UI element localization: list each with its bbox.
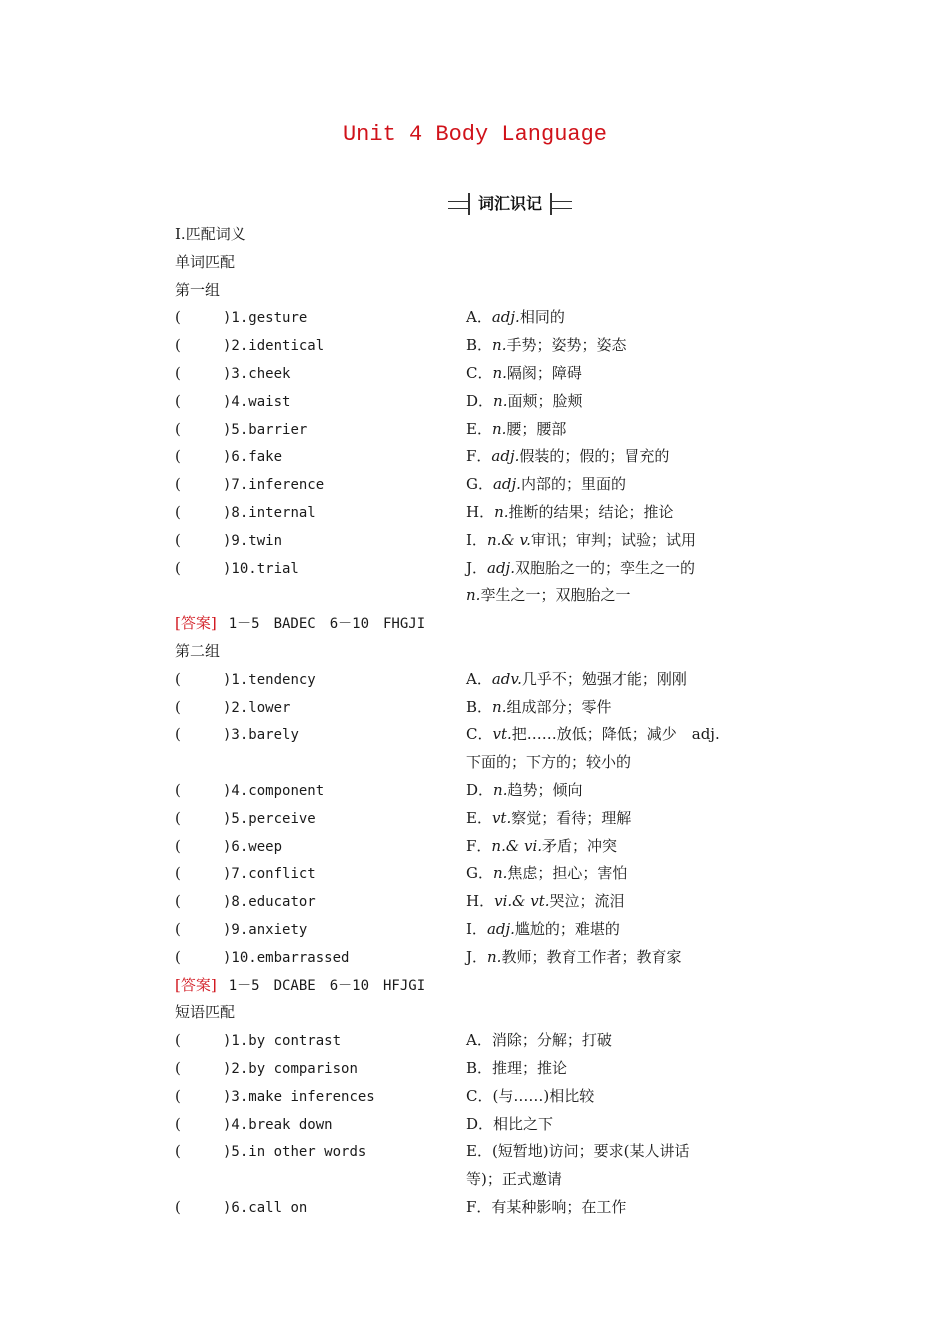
option-meaning: 教师；教育工作者；教育家 <box>501 947 682 966</box>
item-number: )8. <box>223 505 249 521</box>
match-item-right <box>466 582 630 608</box>
item-number: )4. <box>223 783 249 799</box>
match-item-right <box>466 332 626 358</box>
option-meaning: (与……)相比较 <box>492 1086 595 1105</box>
option-meaning: 假装的；假的；冒充的 <box>519 447 670 466</box>
part-of-speech: vt. <box>492 725 512 744</box>
part-of-speech: n.& vi. <box>491 836 543 855</box>
match-item-right <box>466 1055 567 1081</box>
answer-blank: ( <box>175 697 181 716</box>
answer-blank: ( <box>175 892 181 911</box>
option-letter: D． <box>466 1114 494 1133</box>
match-item-right <box>466 527 696 553</box>
match-item-right <box>466 360 582 386</box>
match-item-right <box>466 1138 690 1164</box>
item-word: in other words <box>248 1144 367 1161</box>
option-letter: E． <box>466 808 492 827</box>
part-of-speech: n. <box>494 503 509 521</box>
match-item-left <box>175 777 324 803</box>
option-letter: G． <box>466 864 493 883</box>
match-item-right <box>466 888 625 914</box>
match-item-right <box>466 1166 562 1192</box>
match-item-left <box>175 888 316 914</box>
option-letter: A． <box>466 1031 492 1050</box>
option-letter: B． <box>466 1059 493 1077</box>
match-item-left <box>175 1138 366 1164</box>
option-meaning: 尴尬的；难堪的 <box>514 920 620 938</box>
match-item-left <box>175 1111 333 1137</box>
option-meaning: 消除；分解；打破 <box>491 1031 612 1050</box>
item-word: barrier <box>248 421 308 438</box>
item-number: )2. <box>223 338 249 355</box>
match-item-left <box>175 694 290 720</box>
answer-tag: [答案] <box>175 614 217 633</box>
answer-blank: ( <box>175 1086 181 1105</box>
answer-blank: ( <box>175 1142 181 1161</box>
option-letter: J． <box>466 947 488 966</box>
match-item-left <box>175 304 307 330</box>
match-item-right <box>466 471 626 497</box>
part-of-speech: vi.& vt. <box>494 892 550 911</box>
part-of-speech: adv. <box>491 669 522 688</box>
item-word: inference <box>248 477 325 494</box>
match-item-left <box>175 388 290 414</box>
item-word: internal <box>248 505 316 521</box>
option-meaning: 腰；腰部 <box>506 419 567 438</box>
answer-row <box>175 972 425 998</box>
match-item-left <box>175 1027 341 1053</box>
option-meaning: 推断的结果；结论；推论 <box>508 503 674 521</box>
item-number: )3. <box>223 366 249 382</box>
part-of-speech: adj. <box>491 308 520 327</box>
match-item-left <box>175 416 307 442</box>
item-number: )8. <box>223 894 249 911</box>
item-word: by contrast <box>248 1033 342 1050</box>
item-number: )5. <box>223 1144 249 1161</box>
item-word: embarrassed <box>256 949 350 966</box>
match-item-left <box>175 471 324 497</box>
match-item-right <box>466 1111 553 1137</box>
answer-blank: ( <box>175 558 181 577</box>
answer-blank: ( <box>175 308 181 327</box>
part-of-speech: n. <box>492 864 508 883</box>
option-meaning: 几乎不；勉强才能；刚刚 <box>521 669 687 688</box>
option-letter: I． <box>466 920 487 938</box>
option-letter: H． <box>466 892 495 911</box>
option-letter: I． <box>466 530 487 549</box>
option-meaning: 下面的；下方的；较小的 <box>466 753 632 772</box>
part-of-speech: n. <box>466 586 481 605</box>
answer-blank: ( <box>175 781 181 799</box>
answer-blank: ( <box>175 419 181 438</box>
match-item-right <box>466 555 695 581</box>
match-item-left <box>175 499 316 525</box>
option-letter: H． <box>466 503 495 521</box>
option-letter: A． <box>466 669 492 688</box>
answer-blank: ( <box>175 808 181 827</box>
match-item-left <box>175 860 316 886</box>
match-item-right <box>466 499 674 525</box>
option-meaning: 内部的；里面的 <box>520 475 626 494</box>
match-item-left <box>175 555 299 581</box>
match-item-right <box>466 805 631 831</box>
item-number: )7. <box>223 866 249 883</box>
part-of-speech: n. <box>487 947 502 966</box>
part-of-speech: n. <box>492 364 507 382</box>
item-number: )9. <box>223 922 249 938</box>
option-letter: E． <box>466 1142 492 1161</box>
option-meaning: 面颊；脸颊 <box>507 391 583 410</box>
answer-key: 1－5 DCABE 6－10 HFJGI <box>228 977 426 994</box>
match-item-left <box>175 833 282 859</box>
match-item-right <box>466 666 687 692</box>
option-letter: C． <box>466 725 493 744</box>
item-word: fake <box>248 449 283 466</box>
match-item-right <box>466 860 627 886</box>
part-of-speech: n.& v. <box>486 530 531 549</box>
item-word: component <box>248 783 325 799</box>
answer-blank: ( <box>175 1059 181 1077</box>
answer-key: 1－5 BADEC 6－10 FHGJI <box>228 616 426 633</box>
option-letter: F． <box>466 836 492 855</box>
item-word: weep <box>248 838 283 855</box>
option-meaning: 审讯；审判；试验；试用 <box>530 530 696 549</box>
option-meaning: 组成部分；零件 <box>506 697 612 716</box>
match-item-left <box>175 1055 358 1081</box>
option-meaning: 焦虑；担心；害怕 <box>507 864 628 883</box>
answer-blank: ( <box>175 864 181 883</box>
option-meaning: 相同的 <box>519 308 565 327</box>
match-item-left <box>175 360 290 386</box>
section-heading: Ⅰ.匹配词义 <box>175 225 246 243</box>
option-meaning: 等)；正式邀请 <box>466 1170 562 1189</box>
match-item-right <box>466 1027 612 1053</box>
part-of-speech: n. <box>493 781 508 799</box>
match-item-left <box>175 916 307 942</box>
item-word: break down <box>248 1116 333 1133</box>
option-meaning: 有某种影响；在工作 <box>491 1198 627 1216</box>
answer-blank: ( <box>175 530 181 549</box>
item-word: perceive <box>248 810 316 827</box>
item-number: )10. <box>223 560 257 577</box>
part-of-speech: n. <box>492 697 507 716</box>
option-letter: C． <box>466 1086 493 1105</box>
match-item-right <box>466 749 631 775</box>
subheading: 单词匹配 <box>175 252 236 271</box>
answer-blank: ( <box>175 1198 181 1216</box>
match-item-left <box>175 1083 375 1109</box>
answer-blank: ( <box>175 336 181 355</box>
item-number: )1. <box>223 1033 249 1050</box>
item-number: )3. <box>223 727 249 744</box>
option-letter: E． <box>466 419 492 438</box>
option-meaning: 哭泣；流泪 <box>549 892 625 911</box>
match-item-right <box>466 777 582 803</box>
option-meaning: 隔阂；障碍 <box>506 364 582 382</box>
banner-label: 词汇识记 <box>468 193 552 215</box>
item-word: make inferences <box>248 1088 375 1105</box>
part-of-speech: adj. <box>487 558 515 577</box>
answer-blank: ( <box>175 1031 181 1050</box>
option-meaning: (短暂地)访问；要求(某人讲话 <box>491 1142 690 1161</box>
item-word: educator <box>248 894 316 911</box>
item-word: conflict <box>248 866 316 883</box>
option-meaning: 把……放低；降低；减少 adj. <box>511 725 720 744</box>
match-item-left <box>175 944 349 970</box>
match-item-right <box>466 833 617 859</box>
part-of-speech: adj. <box>492 475 521 494</box>
item-number: )5. <box>223 421 249 438</box>
answer-blank: ( <box>175 364 181 382</box>
answer-blank: ( <box>175 475 181 494</box>
match-item-right <box>466 1194 626 1220</box>
option-meaning: 孪生之一；双胞胎之一 <box>480 586 631 605</box>
option-meaning: 趋势；倾向 <box>507 781 583 799</box>
match-item-right <box>466 443 669 469</box>
part-of-speech: adj. <box>491 447 520 466</box>
option-letter: B． <box>466 336 493 355</box>
answer-blank: ( <box>175 669 181 688</box>
option-letter: D． <box>466 781 494 799</box>
option-meaning: 察觉；看待；理解 <box>511 808 632 827</box>
option-meaning: 相比之下 <box>493 1114 554 1133</box>
item-word: call on <box>248 1200 308 1216</box>
item-number: )1. <box>223 310 249 327</box>
match-item-left <box>175 666 316 692</box>
part-of-speech: adj. <box>486 920 515 938</box>
item-word: gesture <box>248 310 308 327</box>
match-item-left <box>175 443 282 469</box>
item-word: tendency <box>248 671 316 688</box>
part-of-speech: vt. <box>491 808 512 827</box>
item-number: )2. <box>223 1061 249 1077</box>
item-word: twin <box>248 532 283 549</box>
section-banner <box>448 193 572 217</box>
answer-blank: ( <box>175 503 181 521</box>
item-number: )9. <box>223 532 249 549</box>
match-item-right <box>466 304 565 330</box>
answer-tag: [答案] <box>175 975 217 994</box>
option-letter: G． <box>466 475 493 494</box>
item-word: trial <box>256 560 299 577</box>
item-number: )6. <box>223 1200 249 1216</box>
match-item-right <box>466 721 720 747</box>
answer-blank: ( <box>175 947 181 966</box>
item-number: )4. <box>223 1116 249 1133</box>
match-item-left <box>175 1194 307 1220</box>
match-item-right <box>466 944 681 970</box>
match-item-right <box>466 916 620 942</box>
option-meaning: 矛盾；冲突 <box>542 836 618 855</box>
answer-blank: ( <box>175 391 181 410</box>
item-word: waist <box>248 393 291 410</box>
item-number: )5. <box>223 810 249 827</box>
item-number: )1. <box>223 671 249 688</box>
item-word: lower <box>248 699 291 716</box>
part-of-speech: n. <box>491 419 507 438</box>
group-label: 第二组 <box>175 642 221 660</box>
item-number: )10. <box>223 949 257 966</box>
item-number: )3. <box>223 1088 249 1105</box>
option-letter: J． <box>466 558 488 577</box>
match-item-right <box>466 416 566 442</box>
part-of-speech: n. <box>493 391 508 410</box>
item-word: by comparison <box>248 1061 358 1077</box>
part-of-speech: n. <box>492 336 507 355</box>
group-label: 第一组 <box>175 280 221 299</box>
answer-row <box>175 610 425 636</box>
item-word: cheek <box>248 366 291 382</box>
item-number: )2. <box>223 699 249 716</box>
item-number: )4. <box>223 393 249 410</box>
item-word: anxiety <box>248 922 308 938</box>
option-letter: A． <box>466 308 492 327</box>
match-item-left <box>175 527 282 553</box>
match-item-right <box>466 388 582 414</box>
match-item-left <box>175 721 299 747</box>
item-number: )7. <box>223 477 249 494</box>
option-letter: F． <box>466 1198 492 1216</box>
match-item-left <box>175 332 324 358</box>
option-letter: B． <box>466 697 493 716</box>
match-item-left <box>175 805 316 831</box>
option-letter: C． <box>466 364 493 382</box>
answer-blank: ( <box>175 725 181 744</box>
option-letter: F． <box>466 447 492 466</box>
match-item-right <box>466 1083 594 1109</box>
item-word: identical <box>248 338 325 355</box>
answer-blank: ( <box>175 836 181 855</box>
item-number: )6. <box>223 838 249 855</box>
option-letter: D． <box>466 391 494 410</box>
option-meaning: 手势；姿势；姿态 <box>506 336 627 355</box>
page-title: Unit 4 Body Language <box>342 122 608 147</box>
option-meaning: 推理；推论 <box>492 1059 568 1077</box>
option-meaning: 双胞胎之一的；孪生之一的 <box>514 558 695 577</box>
answer-blank: ( <box>175 1114 181 1133</box>
subheading: 短语匹配 <box>175 1003 236 1022</box>
answer-blank: ( <box>175 447 181 466</box>
answer-blank: ( <box>175 920 181 938</box>
item-word: barely <box>248 727 299 744</box>
match-item-right <box>466 694 611 720</box>
item-number: )6. <box>223 449 249 466</box>
